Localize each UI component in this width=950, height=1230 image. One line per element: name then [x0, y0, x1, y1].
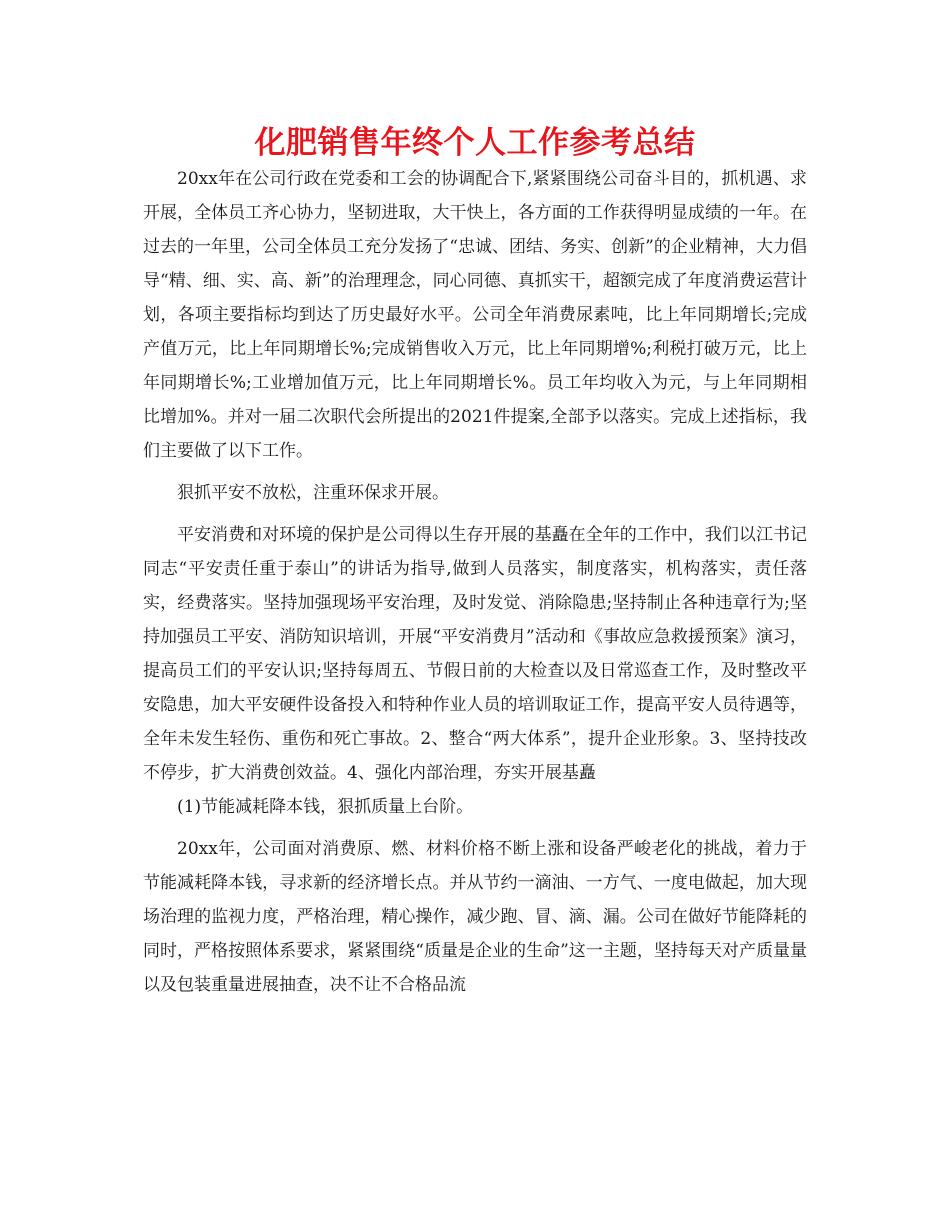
document-title: 化肥销售年终个人工作参考总结: [254, 125, 696, 161]
paragraph-energy-body: 20xx年，公司面对消费原、燃、材料价格不断上涨和设备严峻老化的挑战，着力于节能减耗降本钱，寻求新的经济增长点。并从节约一滴油、一方气、一度电做起，加大现场治理的监视力度，严格治理，精心操作，减少跑、冒、滴、漏。公司在做好节能降耗的同时，严格按照体系要求，紧紧围绕“质量是企业的生命”这一主题，坚持每天对产质量量以及包装重量进展抽查，决不让不合格品流: [143, 839, 807, 995]
paragraph-safety-body: 平安消费和对环境的保护是公司得以生存开展的基矗在全年的工作中，我们以江书记同志“平安责任重于泰山”的讲话为指导,做到人员落实，制度落实，机构落实，责任落实，经费落实。坚持加强现场平安治理，及时发觉、消除隐患;坚持制止各种违章行为;坚持加强员工平安、消防知识培训，开展“平安消费月”活动和《事故应急救援预案》演习，提高员工们的平安认识;坚持每周五、节假日前的大检查以及日常巡查工作，及时整改平安隐患，加大平安硬件设备投入和特种作业人员的培训取证工作，提高平安人员待遇等，全年未发生轻伤、重伤和死亡事故。2、整合“两大体系”，提升企业形象。3、坚持技改不停步，扩大消费创效益。4、强化内部治理，夯实开展基矗: [143, 525, 807, 783]
paragraph-energy-heading: (1)节能减耗降本钱，狠抓质量上台阶。: [177, 797, 474, 817]
paragraph-safety-heading: 狠抓平安不放松，注重环保求开展。: [177, 483, 449, 503]
document-body: [143, 162, 807, 1002]
paragraph-intro: 20xx年在公司行政在党委和工会的协调配合下,紧紧围绕公司奋斗目的，抓机遇、求开展，全体员工齐心协力，坚韧进取，大干快上，各方面的工作获得明显成绩的一年。在过去的一年里，公司全体员工充分发扬了“忠诚、团结、务实、创新”的企业精神，大力倡导“精、细、实、高、新”的治理理念，同心同德、真抓实干，超额完成了年度消费运营计划，各项主要指标均到达了历史最好水平。公司全年消费尿素吨，比上年同期增长;完成产值万元，比上年同期增长%;完成销售收入万元，比上年同期增%;利税打破万元，比上年同期增长%;工业增加值万元，比上年同期增长%。员工年均收入为元，与上年同期相比增加%。并对一届二次职代会所提出的2021件提案,全部予以落实。完成上述指标，我们主要做了以下工作。: [143, 169, 807, 461]
